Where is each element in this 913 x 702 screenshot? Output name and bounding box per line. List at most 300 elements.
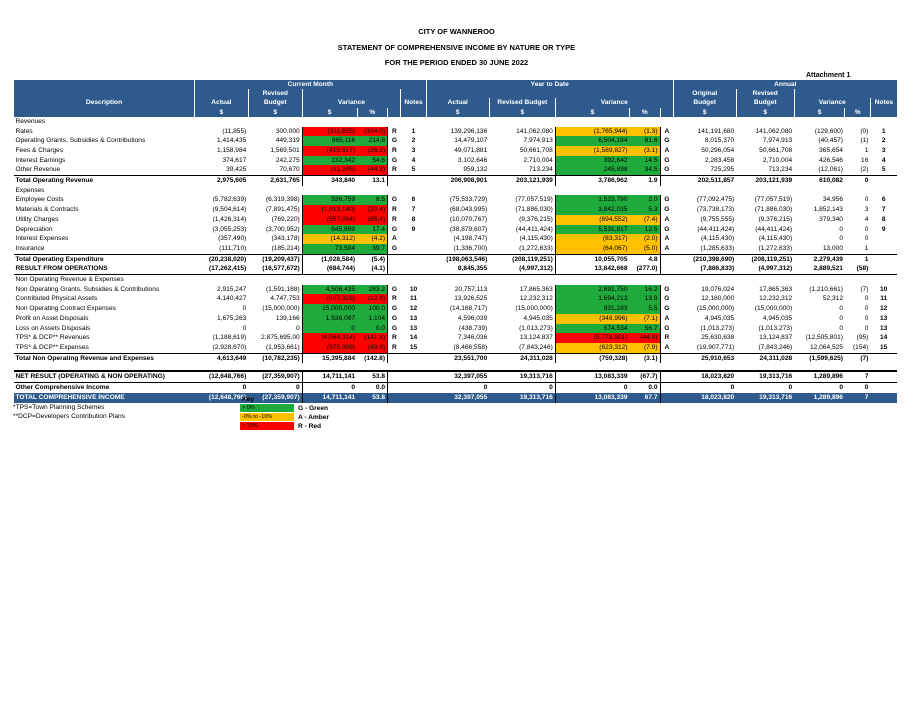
annual-variance-amount: 0 bbox=[839, 324, 843, 332]
ytd-variance-amount: 0 bbox=[555, 383, 629, 393]
cm-variance-amount: (975,009) bbox=[302, 343, 357, 353]
ytd-variance-percent: (5.0) bbox=[630, 244, 660, 254]
cm-variance-amount: (1,028,584) bbox=[302, 254, 357, 264]
header-unit: $ bbox=[736, 108, 794, 117]
cm-flag bbox=[388, 254, 401, 264]
annual-original-budget: (210,398,690) bbox=[673, 254, 736, 264]
annual-revised-budget: 4,945,035 bbox=[762, 314, 793, 322]
annual-revised-budget: (7,843,246) bbox=[758, 343, 793, 351]
ytd-variance-amount: 5,531,817 bbox=[555, 225, 629, 235]
annual-note: 11 bbox=[880, 295, 888, 303]
section-fill bbox=[194, 186, 897, 196]
cm-budget: 2,631,765 bbox=[248, 176, 302, 186]
annual-variance-percent: (0) bbox=[860, 127, 869, 135]
cm-budget: 0 bbox=[296, 324, 300, 332]
cm-variance-percent: 283.2 bbox=[357, 285, 387, 295]
org-title: CITY OF WANNEROO bbox=[418, 27, 495, 36]
cm-variance-amount: (607,326) bbox=[302, 294, 357, 304]
annual-variance-percent: 16 bbox=[861, 156, 869, 164]
ytd-actual: (198,063,546) bbox=[426, 254, 489, 264]
statement-title: STATEMENT OF COMPREHENSIVE INCOME BY NATURE OR TYPE bbox=[337, 43, 576, 52]
annual-variance-percent: (7) bbox=[845, 353, 870, 363]
ytd-revised-budget: 17,865,363 bbox=[519, 285, 553, 293]
cm-budget: 1,569,501 bbox=[270, 146, 300, 154]
annual-variance-amount: 2,889,521 bbox=[794, 264, 845, 274]
spacer-row bbox=[14, 363, 898, 371]
ytd-flag: A bbox=[664, 215, 670, 223]
cm-budget: (769,220) bbox=[271, 215, 300, 223]
cm-actual: (12,648,766) bbox=[194, 393, 248, 403]
ytd-variance-percent: 5.5 bbox=[630, 304, 660, 314]
ytd-actual: 7,346,036 bbox=[457, 334, 488, 342]
row-description: Interest Earnings bbox=[15, 156, 66, 164]
ytd-flag bbox=[660, 393, 673, 403]
cm-actual: 1,158,984 bbox=[216, 146, 247, 154]
annual-original-budget: 25,910,653 bbox=[673, 353, 736, 363]
annual-variance-percent: 7 bbox=[845, 371, 870, 382]
ytd-revised-budget: (1,272,633) bbox=[519, 244, 553, 252]
cm-note: 4 bbox=[411, 156, 416, 164]
cm-actual: 0 bbox=[242, 324, 247, 332]
cm-flag: R bbox=[392, 206, 397, 214]
annual-note: 1 bbox=[881, 127, 886, 135]
key-label: G - Green bbox=[298, 404, 329, 412]
header-notes: Notes bbox=[401, 98, 426, 107]
ytd-variance-percent: (67.7) bbox=[630, 371, 660, 382]
ytd-flag: A bbox=[664, 244, 670, 252]
cm-flag: R bbox=[392, 215, 397, 223]
annual-variance-percent: 1 bbox=[864, 244, 869, 252]
row-description: Rates bbox=[15, 127, 33, 135]
ytd-revised-budget: (4,997,312) bbox=[489, 264, 555, 274]
ytd-variance-percent: (7.4) bbox=[630, 215, 660, 225]
cm-variance-amount: (410,517) bbox=[302, 146, 357, 156]
annual-note: 6 bbox=[881, 196, 886, 204]
annual-variance-percent: (95) bbox=[856, 334, 869, 342]
annual-original-budget: (19,907,771) bbox=[696, 343, 735, 351]
annual-variance-percent: 0 bbox=[864, 295, 869, 303]
cm-variance-amount: (657,094) bbox=[302, 215, 357, 225]
ytd-variance-amount: (64,067) bbox=[555, 244, 629, 254]
cm-note bbox=[401, 244, 426, 254]
row-description: Total Non Operating Revenue and Expenses bbox=[14, 353, 195, 363]
ytd-flag bbox=[660, 383, 673, 393]
ytd-actual: (68,043,995) bbox=[449, 206, 488, 214]
annual-variance-amount: (1,210,661) bbox=[809, 285, 843, 293]
ytd-actual: (75,533,729) bbox=[449, 196, 488, 204]
cm-variance-percent: (49.9) bbox=[357, 343, 387, 353]
cm-variance-amount: (684,744) bbox=[302, 264, 357, 274]
ytd-actual: 13,926,525 bbox=[454, 295, 488, 303]
cm-note bbox=[401, 264, 426, 274]
cm-variance-percent: 53.8 bbox=[357, 393, 387, 403]
ytd-revised-budget: 50,661,708 bbox=[519, 146, 553, 154]
cm-actual: (11,855) bbox=[222, 127, 247, 135]
cm-budget: (185,214) bbox=[271, 244, 300, 252]
key-swatch: > 10% bbox=[240, 422, 294, 430]
cm-note: 7 bbox=[411, 206, 416, 214]
cm-variance-amount: 132,342 bbox=[302, 156, 357, 166]
ytd-variance-amount: 3,786,962 bbox=[555, 176, 629, 186]
cm-budget: (7,891,475) bbox=[265, 206, 300, 214]
header-unit: % bbox=[845, 108, 870, 117]
ytd-actual: 139,296,136 bbox=[450, 127, 488, 135]
annual-revised-budget: (44,411,424) bbox=[755, 225, 793, 233]
cm-budget: (16,577,672) bbox=[248, 264, 302, 274]
header-row-units bbox=[14, 108, 898, 117]
cm-actual: (3,055,253) bbox=[212, 225, 247, 233]
cm-variance-percent: 0.0 bbox=[357, 324, 387, 334]
cm-note bbox=[401, 371, 426, 382]
ytd-variance-percent: (44.0) bbox=[630, 333, 660, 343]
row-description: Other Comprehensive Income bbox=[14, 383, 195, 393]
ytd-variance-percent: 5.3 bbox=[630, 205, 660, 215]
ytd-revised-budget: (15,000,000) bbox=[515, 305, 553, 313]
cm-variance-amount: (311,855) bbox=[302, 127, 357, 137]
annual-variance-percent: (1) bbox=[860, 137, 869, 145]
cm-actual: (17,262,415) bbox=[194, 264, 248, 274]
annual-revised-budget: (4,115,430) bbox=[758, 235, 793, 243]
cm-note: 11 bbox=[410, 295, 417, 303]
annual-note: 12 bbox=[880, 305, 888, 313]
cm-budget: 2,875,695.00 bbox=[261, 334, 300, 342]
cm-variance-percent: 13.1 bbox=[357, 176, 387, 186]
ytd-flag bbox=[660, 353, 673, 363]
ytd-revised-budget: (44,411,424) bbox=[515, 225, 553, 233]
annual-variance-percent: 0 bbox=[845, 176, 870, 186]
ytd-flag: G bbox=[664, 285, 670, 293]
annual-variance-percent: 3 bbox=[864, 206, 869, 214]
header-row-sub bbox=[14, 89, 898, 98]
cm-flag: G bbox=[391, 225, 397, 233]
cm-variance-amount: 965,116 bbox=[302, 136, 357, 146]
annual-variance-percent: 0 bbox=[864, 196, 869, 204]
cm-note: 12 bbox=[409, 305, 418, 313]
ytd-flag: G bbox=[664, 324, 670, 332]
header-variance: Variance bbox=[302, 98, 401, 107]
cm-variance-amount: 15,395,884 bbox=[302, 353, 357, 363]
cm-variance-percent: (44.2) bbox=[357, 165, 387, 175]
ytd-variance-percent: 4.8 bbox=[630, 254, 660, 264]
ytd-flag: A bbox=[664, 314, 670, 322]
header-unit: $ bbox=[248, 108, 302, 117]
header-description: Description bbox=[14, 98, 195, 107]
header-budget: Budget bbox=[673, 98, 736, 107]
cm-actual: (1,426,314) bbox=[212, 215, 247, 223]
section-row bbox=[14, 117, 898, 127]
annual-variance-amount: 1,289,896 bbox=[794, 371, 845, 382]
ytd-variance-percent: (3.1) bbox=[630, 146, 660, 156]
annual-original-budget: (7,886,833) bbox=[673, 264, 736, 274]
annual-variance-percent: 0 bbox=[864, 324, 869, 332]
ytd-variance-amount: 1,694,213 bbox=[555, 294, 629, 304]
cm-budget: 242,275 bbox=[275, 156, 300, 164]
header-current-month: Current Month bbox=[194, 80, 426, 89]
cm-variance-percent: 214.8 bbox=[357, 136, 387, 146]
cm-note: 3 bbox=[411, 146, 416, 154]
row-description: Operating Grants, Subsidies & Contributions bbox=[15, 137, 146, 145]
annual-variance-amount: (12,061) bbox=[818, 166, 843, 174]
annual-original-budget: (1,013,273) bbox=[700, 324, 735, 332]
annual-variance-amount: 426,546 bbox=[819, 156, 843, 164]
ytd-variance-amount: 574,534 bbox=[555, 324, 629, 334]
cm-actual: (2,928,670) bbox=[212, 343, 247, 351]
ytd-variance-percent: 16.2 bbox=[630, 285, 660, 295]
ytd-flag: G bbox=[664, 196, 670, 204]
annual-revised-budget: 7,974,913 bbox=[762, 137, 793, 145]
cm-flag bbox=[388, 176, 401, 186]
cm-budget: 0 bbox=[248, 383, 302, 393]
ytd-variance-amount: (5,778,801) bbox=[555, 333, 629, 343]
annual-variance-amount: 1,852,143 bbox=[813, 206, 843, 214]
cm-actual: 0 bbox=[194, 383, 248, 393]
annual-note: 4 bbox=[881, 156, 886, 164]
annual-original-budget: (44,411,424) bbox=[697, 225, 735, 233]
annual-original-budget: (15,000,000) bbox=[696, 305, 735, 313]
ytd-variance-percent: (1.3) bbox=[630, 127, 660, 137]
header-row-groups bbox=[14, 80, 898, 89]
cm-variance-percent: 8.5 bbox=[357, 195, 387, 205]
ytd-actual: (38,879,607) bbox=[449, 225, 488, 233]
ytd-flag: G bbox=[664, 225, 670, 233]
cm-variance-percent: 1,104 bbox=[357, 314, 387, 324]
table-row bbox=[14, 254, 898, 264]
cm-variance-percent: (104.0) bbox=[357, 127, 387, 137]
cm-note: 1 bbox=[411, 127, 416, 135]
cm-variance-amount: 14,711,141 bbox=[302, 393, 357, 403]
table-row bbox=[14, 136, 898, 146]
cm-variance-amount: 73,504 bbox=[302, 244, 357, 254]
cm-note: 2 bbox=[411, 137, 416, 145]
cm-flag bbox=[388, 393, 401, 403]
row-description: Non Operating Contract Expenses bbox=[15, 305, 116, 313]
cm-flag: A bbox=[392, 235, 397, 243]
annual-variance-amount: 52,312 bbox=[822, 295, 843, 303]
header-blank bbox=[14, 80, 195, 89]
annual-note bbox=[870, 264, 897, 274]
header-revised-budget: Revised Budget bbox=[489, 98, 555, 107]
annual-variance-amount: 379,340 bbox=[819, 215, 843, 223]
annual-variance-amount: 0 bbox=[794, 383, 845, 393]
annual-variance-amount: 0 bbox=[839, 305, 843, 313]
annual-variance-percent: (58) bbox=[845, 264, 870, 274]
table-row bbox=[14, 333, 898, 343]
annual-variance-amount: 12,064,525 bbox=[809, 343, 843, 351]
cm-variance-amount: 343,840 bbox=[302, 176, 357, 186]
cm-variance-percent: (26.2) bbox=[357, 146, 387, 156]
cm-flag: R bbox=[392, 146, 397, 154]
period-title: FOR THE PERIOD ENDED 30 JUNE 2022 bbox=[384, 58, 529, 67]
annual-revised-budget: 24,311,028 bbox=[736, 353, 794, 363]
ytd-revised-budget: 24,311,028 bbox=[489, 353, 555, 363]
ytd-flag: A bbox=[664, 235, 670, 243]
cm-variance-percent: (141.3) bbox=[357, 333, 387, 343]
header-blank bbox=[388, 108, 401, 117]
ytd-variance-amount: 13,842,668 bbox=[555, 264, 629, 274]
ytd-variance-amount: (348,996) bbox=[555, 314, 629, 324]
header-revised: Revised bbox=[736, 89, 794, 98]
row-description: Profit on Asset Disposals bbox=[15, 314, 89, 322]
annual-variance-amount: 1,289,896 bbox=[794, 393, 845, 403]
header-unit: $ bbox=[555, 108, 629, 117]
cm-variance-percent: 54.6 bbox=[357, 156, 387, 166]
table-row bbox=[14, 195, 898, 205]
ytd-variance-amount: (83,317) bbox=[555, 234, 629, 244]
ytd-revised-budget: (71,886,030) bbox=[515, 206, 553, 214]
annual-original-budget: 12,180,000 bbox=[701, 295, 735, 303]
cm-note bbox=[401, 176, 426, 186]
cm-note: 13 bbox=[409, 314, 418, 322]
table-row bbox=[14, 324, 898, 334]
section-row bbox=[14, 275, 898, 285]
cm-variance-percent: 39.7 bbox=[357, 244, 387, 254]
annual-variance-amount: (40,457) bbox=[818, 137, 843, 145]
ytd-actual: 14,479,107 bbox=[454, 137, 488, 145]
ytd-flag bbox=[660, 254, 673, 264]
row-description: TPS* & DCP** Expenses bbox=[15, 343, 89, 351]
table-row bbox=[14, 304, 898, 314]
key-label: R - Red bbox=[298, 422, 322, 430]
annual-variance-amount: 0 bbox=[839, 225, 843, 233]
header-blank bbox=[194, 89, 248, 98]
footnote-tps: *TPS=Town Planning Schemes bbox=[13, 404, 105, 411]
ytd-actual: 206,908,901 bbox=[426, 176, 489, 186]
cm-variance-percent: (5.4) bbox=[357, 254, 387, 264]
annual-note bbox=[870, 254, 897, 264]
table-row bbox=[14, 264, 898, 274]
cm-flag: G bbox=[391, 324, 397, 332]
table-row bbox=[14, 371, 898, 382]
annual-note: 13 bbox=[880, 314, 888, 322]
row-description: Depreciation bbox=[15, 225, 53, 233]
ytd-revised-budget: 13,124,837 bbox=[519, 334, 553, 342]
row-description: Fees & Charges bbox=[15, 146, 64, 154]
ytd-actual: 3,102,646 bbox=[457, 156, 488, 164]
cm-variance-amount: (4,064,314) bbox=[302, 333, 357, 343]
ytd-variance-percent: 81.6 bbox=[630, 136, 660, 146]
table-row bbox=[14, 215, 898, 225]
annual-revised-budget: 13,124,837 bbox=[759, 334, 793, 342]
annual-variance-percent: 0 bbox=[864, 314, 869, 322]
annual-revised-budget: (9,376,215) bbox=[758, 215, 793, 223]
annual-revised-budget: (1,013,273) bbox=[758, 324, 793, 332]
annual-variance-percent: 0 bbox=[864, 235, 869, 243]
ytd-revised-budget: (4,115,430) bbox=[519, 235, 553, 243]
key-swatch: -0% to -10% bbox=[240, 413, 294, 421]
cm-flag: G bbox=[391, 137, 397, 145]
header-notes: Notes bbox=[870, 98, 897, 107]
annual-revised-budget: (4,997,312) bbox=[736, 264, 794, 274]
ytd-variance-amount: 392,642 bbox=[555, 156, 629, 166]
annual-variance-amount: 0 bbox=[839, 314, 843, 322]
cm-actual: 2,975,605 bbox=[194, 176, 248, 186]
ytd-revised-budget: 713,234 bbox=[528, 166, 553, 174]
cm-budget: 300,000 bbox=[275, 127, 300, 135]
annual-original-budget: (4,115,430) bbox=[700, 235, 735, 243]
ytd-actual: (4,198,747) bbox=[453, 235, 488, 243]
key-item-green bbox=[240, 404, 328, 412]
ytd-flag: G bbox=[664, 166, 670, 174]
header-blank bbox=[426, 89, 673, 98]
cm-variance-percent: (142.8) bbox=[357, 353, 387, 363]
cm-note bbox=[401, 383, 426, 393]
ytd-flag: G bbox=[664, 206, 670, 214]
ytd-revised-budget: 2,710,004 bbox=[523, 156, 553, 164]
cm-budget: (15,000,000) bbox=[262, 305, 300, 313]
table-row bbox=[14, 234, 898, 244]
ytd-revised-budget: 19,313,716 bbox=[489, 393, 555, 403]
key-item-amber bbox=[240, 413, 329, 421]
annual-revised-budget: 0 bbox=[736, 383, 794, 393]
header-revised: Revised bbox=[248, 89, 302, 98]
ytd-actual: 32,397,055 bbox=[426, 371, 489, 382]
annual-note: 13 bbox=[880, 324, 888, 332]
table-row bbox=[14, 244, 898, 254]
ytd-actual: (438,739) bbox=[459, 324, 488, 332]
row-description: Utility Charges bbox=[15, 215, 59, 223]
ytd-variance-amount: 6,504,194 bbox=[555, 136, 629, 146]
annual-variance-amount: 13,000 bbox=[822, 244, 843, 252]
ytd-variance-percent: (3.1) bbox=[630, 353, 660, 363]
cm-budget: (27,359,907) bbox=[248, 371, 302, 382]
annual-variance-percent: (7) bbox=[860, 285, 869, 293]
section-fill bbox=[194, 117, 897, 127]
annual-revised-budget: 713,234 bbox=[768, 166, 793, 174]
header-unit: $ bbox=[194, 108, 248, 117]
ytd-variance-amount: 13,083,339 bbox=[555, 371, 629, 382]
cm-budget: 4,747,753 bbox=[270, 295, 300, 303]
annual-revised-budget: 50,661,708 bbox=[759, 146, 793, 154]
annual-variance-percent: 0 bbox=[864, 225, 869, 233]
cm-budget: (343,178) bbox=[271, 235, 300, 243]
ytd-flag bbox=[660, 371, 673, 382]
cm-variance-amount: 14,711,141 bbox=[302, 371, 357, 382]
header-unit: $ bbox=[794, 108, 845, 117]
table-row bbox=[14, 285, 898, 295]
row-description: Revenues bbox=[15, 117, 46, 125]
cm-flag: G bbox=[391, 244, 397, 252]
header-unit: $ bbox=[426, 108, 489, 117]
header-year-to-date: Year to Date bbox=[426, 80, 673, 89]
spacer-cell bbox=[14, 363, 898, 371]
cm-actual: (111,710) bbox=[219, 244, 247, 252]
ytd-actual: 4,596,039 bbox=[457, 314, 488, 322]
annual-original-budget: (77,092,475) bbox=[696, 196, 735, 204]
cm-budget: 449,319 bbox=[275, 137, 300, 145]
section-fill bbox=[194, 275, 897, 285]
annual-revised-budget: 19,313,716 bbox=[736, 393, 794, 403]
header-blank bbox=[660, 108, 673, 117]
key-item-red bbox=[240, 422, 321, 430]
cm-flag: G bbox=[391, 156, 397, 164]
cm-note: 8 bbox=[411, 215, 416, 223]
annual-note bbox=[870, 176, 897, 186]
annual-revised-budget: 17,865,363 bbox=[759, 285, 793, 293]
table-row bbox=[14, 156, 898, 166]
cm-budget: (27,359,907) bbox=[248, 393, 302, 403]
cm-variance-amount: 15,000,000 bbox=[302, 304, 357, 314]
annual-variance-amount: (129,600) bbox=[814, 127, 843, 135]
table-row bbox=[14, 353, 898, 363]
cm-variance-amount: 0 bbox=[302, 324, 357, 334]
cm-flag: R bbox=[392, 127, 397, 135]
cm-actual: (20,238,020) bbox=[194, 254, 248, 264]
annual-revised-budget: (71,886,030) bbox=[754, 206, 793, 214]
annual-variance-amount: 610,082 bbox=[794, 176, 845, 186]
header-unit: % bbox=[630, 108, 660, 117]
attachment-label: Attachment 1 bbox=[806, 72, 851, 79]
table-row bbox=[14, 205, 898, 215]
